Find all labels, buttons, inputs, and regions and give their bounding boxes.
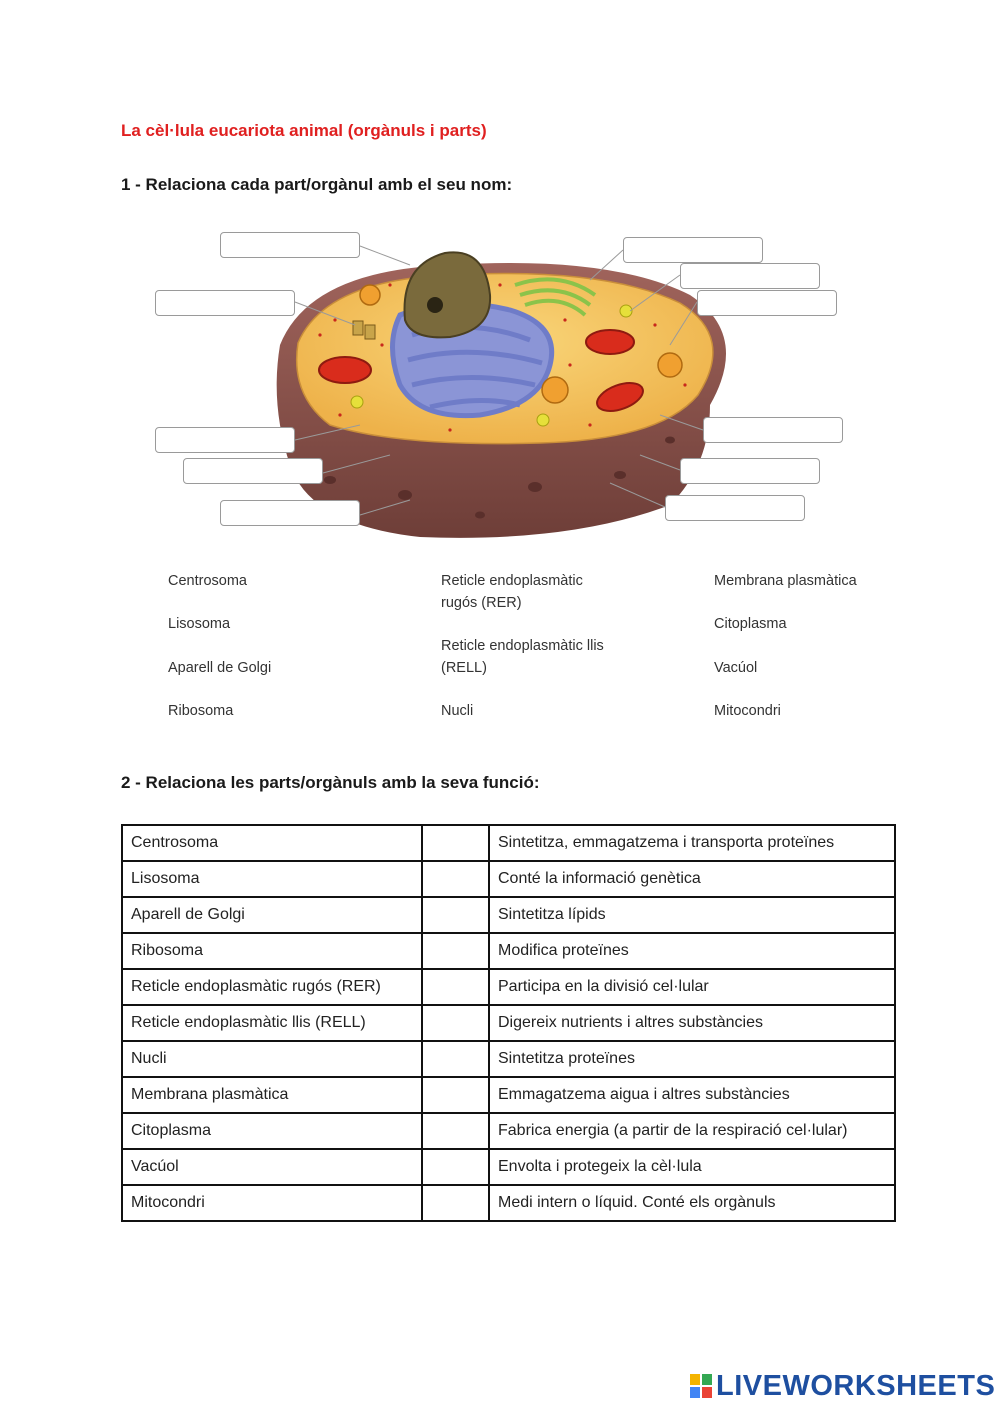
function-cell: Participa en la divisió cel·lular: [489, 969, 895, 1005]
liveworksheets-logo: [690, 1370, 995, 1402]
logo-text: LIVEWORKSHEETS: [716, 1369, 996, 1402]
match-input[interactable]: [423, 970, 488, 1004]
table-row: [122, 1149, 895, 1185]
worksheet-title: La cèl·lula eucariota animal (orgànuls i parts): [121, 121, 487, 140]
match-cell: [422, 1041, 489, 1077]
function-cell: Fabrica energia (a partir de la respiració cel·lular): [489, 1113, 895, 1149]
word-bank-item: Aparell de Golgi: [168, 660, 272, 676]
function-cell: Digereix nutrients i altres substàncies: [489, 1005, 895, 1041]
function-matching-table: [121, 824, 896, 1222]
table-row: [122, 861, 895, 897]
label-answer-box[interactable]: [155, 290, 295, 316]
part-cell: Citoplasma: [122, 1113, 422, 1149]
label-answer-box[interactable]: [220, 232, 360, 258]
match-cell: [422, 861, 489, 897]
match-input[interactable]: [423, 1150, 488, 1184]
table-row: [122, 1005, 895, 1041]
match-cell: [422, 1185, 489, 1221]
question-2-heading: 2 - Relaciona les parts/orgànuls amb la seva funció:: [121, 773, 540, 792]
label-answer-box[interactable]: [665, 495, 805, 521]
function-cell: Sintetitza lípids: [489, 897, 895, 933]
match-input[interactable]: [423, 862, 488, 896]
word-bank-item: Reticle endoplasmàtic llis (RELL): [441, 638, 604, 676]
word-bank-item: Vacúol: [714, 660, 758, 676]
function-cell: Conté la informació genètica: [489, 861, 895, 897]
function-cell: Sintetitza, emmagatzema i transporta proteïnes: [489, 825, 895, 861]
part-cell: Ribosoma: [122, 933, 422, 969]
label-answer-box[interactable]: [680, 263, 820, 289]
match-input[interactable]: [423, 1078, 488, 1112]
match-input[interactable]: [423, 1042, 488, 1076]
nucleus: [405, 252, 491, 337]
table-row: [122, 1185, 895, 1221]
part-cell: Centrosoma: [122, 825, 422, 861]
function-cell: Medi intern o líquid. Conté els orgànuls: [489, 1185, 895, 1221]
table-row: [122, 1041, 895, 1077]
label-answer-box[interactable]: [155, 427, 295, 453]
match-cell: [422, 933, 489, 969]
word-bank-item: Centrosoma: [168, 573, 247, 589]
word-bank-item: Reticle endoplasmàtic rugós (RER): [441, 573, 583, 611]
match-input[interactable]: [423, 1114, 488, 1148]
liveworksheets-logo-icon: [690, 1374, 712, 1398]
match-input[interactable]: [423, 1006, 488, 1040]
match-cell: [422, 897, 489, 933]
table-row: [122, 933, 895, 969]
part-cell: Aparell de Golgi: [122, 897, 422, 933]
label-answer-box[interactable]: [703, 417, 843, 443]
word-bank-item: Mitocondri: [714, 703, 781, 719]
question-1-heading: 1 - Relaciona cada part/orgànul amb el seu nom:: [121, 175, 513, 194]
part-cell: Lisosoma: [122, 861, 422, 897]
match-cell: [422, 1005, 489, 1041]
match-input[interactable]: [423, 826, 488, 860]
match-input[interactable]: [423, 1186, 488, 1220]
match-cell: [422, 1077, 489, 1113]
match-input[interactable]: [423, 898, 488, 932]
match-input[interactable]: [423, 934, 488, 968]
label-answer-box[interactable]: [623, 237, 763, 263]
match-cell: [422, 1113, 489, 1149]
label-answer-box[interactable]: [220, 500, 360, 526]
match-cell: [422, 825, 489, 861]
match-cell: [422, 969, 489, 1005]
word-bank-item: Ribosoma: [168, 703, 234, 719]
word-bank-item: Citoplasma: [714, 616, 787, 632]
label-answer-box[interactable]: [680, 458, 820, 484]
match-cell: [422, 1149, 489, 1185]
word-bank-item: Membrana plasmàtica: [714, 573, 857, 589]
table-row: [122, 1113, 895, 1149]
function-cell: Modifica proteïnes: [489, 933, 895, 969]
table-row: [122, 1077, 895, 1113]
table-row: [122, 969, 895, 1005]
table-row: [122, 897, 895, 933]
part-cell: Vacúol: [122, 1149, 422, 1185]
table-row: [122, 825, 895, 861]
word-bank-item: Nucli: [441, 703, 474, 719]
part-cell: Membrana plasmàtica: [122, 1077, 422, 1113]
function-cell: Emmagatzema aigua i altres substàncies: [489, 1077, 895, 1113]
function-cell: Envolta i protegeix la cèl·lula: [489, 1149, 895, 1185]
part-cell: Reticle endoplasmàtic rugós (RER): [122, 969, 422, 1005]
label-answer-box[interactable]: [183, 458, 323, 484]
part-cell: Nucli: [122, 1041, 422, 1077]
label-answer-box[interactable]: [697, 290, 837, 316]
word-bank-item: Lisosoma: [168, 616, 231, 632]
part-cell: Reticle endoplasmàtic llis (RELL): [122, 1005, 422, 1041]
function-cell: Sintetitza proteïnes: [489, 1041, 895, 1077]
part-cell: Mitocondri: [122, 1185, 422, 1221]
